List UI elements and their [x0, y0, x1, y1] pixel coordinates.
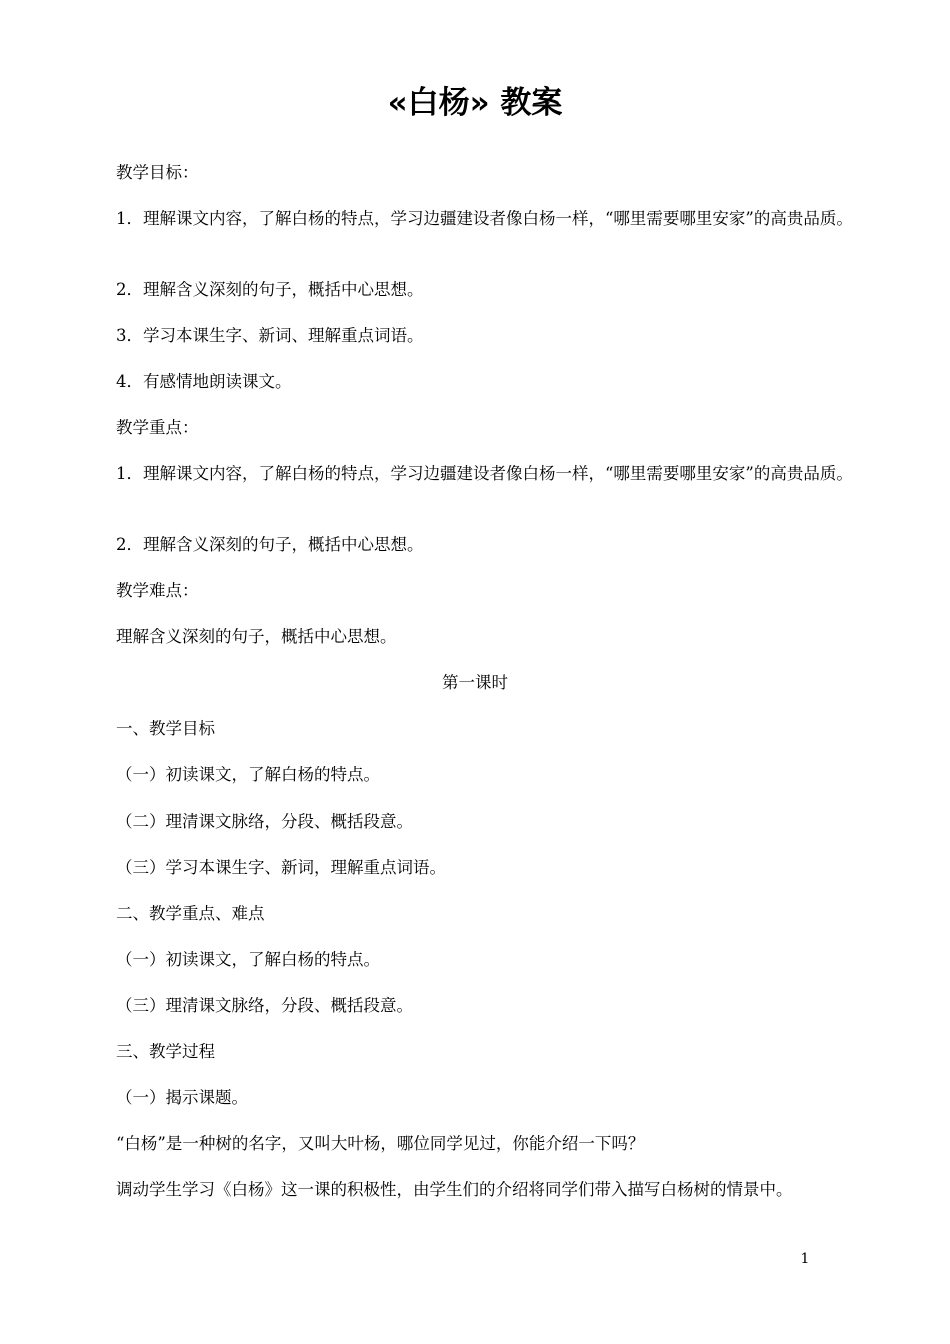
lesson-section-objectives: 一、教学目标 [116, 719, 215, 738]
lesson-objective-2: （二）理清课文脉络，分段、概括段意。 [116, 812, 413, 831]
key-point-item-1: 1．理解课文内容，了解白杨的特点，学习边疆建设者像白杨一样，“哪里需要哪里安家”的高贵品质。 [116, 464, 853, 483]
difficulty-text: 理解含义深刻的句子，概括中心思想。 [116, 627, 397, 646]
page-number: 1 [800, 1251, 810, 1267]
process-note: 调动学生学习《白杨》这一课的积极性，由学生们的介绍将同学们带入描写白杨树的情景中。 [116, 1180, 793, 1199]
objective-item-2: 2．理解含义深刻的句子，概括中心思想。 [116, 280, 424, 299]
objective-item-4: 4．有感情地朗读课文。 [116, 372, 292, 391]
lesson-section-key-difficult: 二、教学重点、难点 [116, 904, 265, 923]
key-point-item-2: 2．理解含义深刻的句子，概括中心思想。 [116, 535, 424, 554]
process-question: “白杨”是一种树的名字，又叫大叶杨，哪位同学见过，你能介绍一下吗？ [116, 1134, 645, 1153]
lesson-heading: 第一课时 [442, 673, 508, 692]
lesson-key-2: （三）理清课文脉络，分段、概括段意。 [116, 996, 413, 1015]
lesson-section-process: 三、教学过程 [116, 1042, 215, 1061]
lesson-objective-3: （三）学习本课生字、新词，理解重点词语。 [116, 858, 446, 877]
section-heading-difficulties: 教学难点： [116, 581, 199, 600]
document-title: «白杨» 教案 [387, 85, 563, 121]
process-step-1: （一）揭示课题。 [116, 1088, 248, 1107]
lesson-objective-1: （一）初读课文，了解白杨的特点。 [116, 765, 380, 784]
section-heading-key-points: 教学重点： [116, 418, 199, 437]
section-heading-objectives: 教学目标： [116, 163, 199, 182]
objective-item-1: 1．理解课文内容，了解白杨的特点，学习边疆建设者像白杨一样，“哪里需要哪里安家”的高贵品质。 [116, 209, 853, 228]
objective-item-3: 3．学习本课生字、新词、理解重点词语。 [116, 326, 424, 345]
lesson-key-1: （一）初读课文，了解白杨的特点。 [116, 950, 380, 969]
